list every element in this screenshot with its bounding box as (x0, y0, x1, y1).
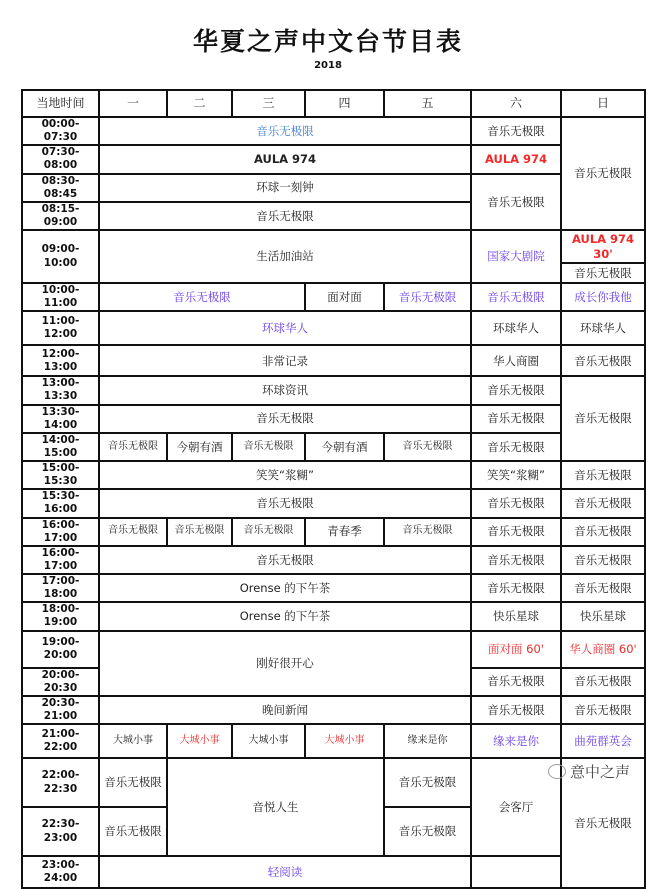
program-cell: AULA 974 (471, 145, 561, 173)
time-slot: 09:00-10:00 (22, 230, 99, 283)
time-slot: 15:00-15:30 (22, 461, 99, 489)
time-slot: 23:00-24:00 (22, 856, 99, 888)
time-slot: 21:00-22:00 (22, 724, 99, 758)
program-cell: 快乐星球 (471, 602, 561, 630)
header-time: 当地时间 (22, 90, 99, 117)
program-cell: 环球华人 (99, 311, 471, 345)
program-cell: 音乐无极限 (561, 574, 645, 602)
program-cell: 音乐无极限 (561, 518, 645, 546)
header-day: 四 (305, 90, 384, 117)
program-cell: 青春季 (305, 518, 384, 546)
program-cell: 音乐无极限 (232, 433, 305, 461)
program-cell: 面对面 60' (471, 631, 561, 668)
program-cell: 音乐无极限 (471, 174, 561, 231)
program-cell: 笑笑“浆糊” (99, 461, 471, 489)
program-cell: 华人商圈 60' (561, 631, 645, 668)
header-day: 五 (384, 90, 471, 117)
program-cell: 音乐无极限 (561, 461, 645, 489)
time-slot: 12:00-13:00 (22, 345, 99, 376)
program-cell: 音乐无极限 (471, 433, 561, 461)
program-cell: 快乐星球 (561, 602, 645, 630)
program-cell: 音乐无极限 (561, 668, 645, 696)
program-cell: 缘来是你 (471, 724, 561, 758)
header-row (22, 90, 645, 117)
table-row (22, 117, 645, 145)
time-slot: 16:00-17:00 (22, 518, 99, 546)
program-cell: 音乐无极限 (471, 518, 561, 546)
program-cell: 成长你我他 (561, 283, 645, 311)
time-slot: 22:00-22:30 (22, 758, 99, 807)
time-slot: 22:30-23:00 (22, 807, 99, 856)
time-slot: 14:00-15:00 (22, 433, 99, 461)
program-cell: 音乐无极限 (384, 283, 471, 311)
program-cell: 大城小事 (99, 724, 167, 758)
table-row (22, 518, 645, 546)
program-cell: 音乐无极限 (384, 518, 471, 546)
table-row (22, 489, 645, 517)
table-row (22, 856, 645, 888)
program-cell: 音乐无极限 (99, 518, 167, 546)
program-cell: 音乐无极限 (99, 405, 471, 433)
program-cell: Orense 的下午茶 (99, 602, 471, 630)
program-cell: 缘来是你 (384, 724, 471, 758)
program-cell: 音乐无极限 (99, 283, 305, 311)
table-row (22, 631, 645, 668)
program-cell: AULA 974 30' (561, 230, 645, 263)
time-slot: 20:30-21:00 (22, 696, 99, 724)
program-cell: Orense 的下午茶 (99, 574, 471, 602)
program-cell: 音乐无极限 (471, 668, 561, 696)
program-cell: 音乐无极限 (99, 433, 167, 461)
program-cell: 音乐无极限 (99, 546, 471, 574)
table-row (22, 174, 645, 202)
watermark-text: 意中之声 (570, 763, 631, 781)
time-slot: 16:00-17:00 (22, 546, 99, 574)
program-cell: 音乐无极限 (471, 117, 561, 145)
program-cell: 音乐无极限 (471, 546, 561, 574)
table-row (22, 461, 645, 489)
header-day: 二 (167, 90, 232, 117)
program-cell: 音乐无极限 (561, 263, 645, 283)
program-cell: 环球华人 (471, 311, 561, 345)
table-row (22, 546, 645, 574)
header-day: 日 (561, 90, 645, 117)
program-cell: 今朝有酒 (305, 433, 384, 461)
watermark (548, 761, 630, 782)
program-cell: 音乐无极限 (232, 518, 305, 546)
program-cell: 会客厅 (471, 758, 561, 856)
time-slot: 15:30-16:00 (22, 489, 99, 517)
program-cell: 非常记录 (99, 345, 471, 376)
table-row (22, 696, 645, 724)
table-row (22, 230, 645, 263)
time-slot: 17:00-18:00 (22, 574, 99, 602)
program-cell: 音乐无极限 (471, 376, 561, 404)
time-slot: 07:30-08:00 (22, 145, 99, 173)
time-slot: 00:00-07:30 (22, 117, 99, 145)
program-cell: 华人商圈 (471, 345, 561, 376)
program-cell: 音乐无极限 (99, 807, 167, 856)
program-cell: 音乐无极限 (471, 405, 561, 433)
header-day: 一 (99, 90, 167, 117)
program-cell: AULA 974 (99, 145, 471, 173)
program-cell: 大城小事 (232, 724, 305, 758)
header-day: 三 (232, 90, 305, 117)
table-row (22, 405, 645, 433)
program-cell: 音乐无极限 (561, 758, 645, 888)
table-row (22, 602, 645, 630)
program-cell: 笑笑“浆糊” (471, 461, 561, 489)
table-row (22, 145, 645, 173)
program-cell: 环球资讯 (99, 376, 471, 404)
program-cell: 刚好很开心 (99, 631, 471, 696)
time-slot: 08:30-08:45 (22, 174, 99, 202)
program-cell: 曲苑群英会 (561, 724, 645, 758)
program-cell: 晚间新闻 (99, 696, 471, 724)
header-day: 六 (471, 90, 561, 117)
year-label: 2018 (314, 60, 342, 71)
program-cell: 音乐无极限 (471, 489, 561, 517)
time-slot: 08:15-09:00 (22, 202, 99, 230)
program-cell: 音乐无极限 (167, 518, 232, 546)
table-row (22, 724, 645, 758)
program-cell: 音乐无极限 (384, 433, 471, 461)
program-cell: 音乐无极限 (99, 117, 471, 145)
table-row (22, 345, 645, 376)
wechat-icon (548, 764, 566, 779)
program-cell: 音乐无极限 (99, 202, 471, 230)
program-cell: 音乐无极限 (99, 758, 167, 807)
table-row (22, 283, 645, 311)
time-slot: 13:30-14:00 (22, 405, 99, 433)
time-slot: 10:00-11:00 (22, 283, 99, 311)
program-cell: 大城小事 (167, 724, 232, 758)
time-slot: 19:00-20:00 (22, 631, 99, 668)
program-cell: 音乐无极限 (561, 489, 645, 517)
time-slot: 13:00-13:30 (22, 376, 99, 404)
program-cell: 音乐无极限 (561, 696, 645, 724)
program-cell: 生活加油站 (99, 230, 471, 283)
program-cell: 音乐无极限 (471, 696, 561, 724)
program-cell: 轻阅读 (99, 856, 471, 888)
program-cell: 音乐无极限 (471, 283, 561, 311)
program-cell: 音乐无极限 (471, 574, 561, 602)
time-slot: 18:00-19:00 (22, 602, 99, 630)
program-cell: 音乐无极限 (99, 489, 471, 517)
program-cell: 国家大剧院 (471, 230, 561, 283)
program-cell: 面对面 (305, 283, 384, 311)
table-row (22, 433, 645, 461)
program-cell: 大城小事 (305, 724, 384, 758)
table-row (22, 311, 645, 345)
program-cell: 音乐无极限 (561, 546, 645, 574)
program-cell (471, 856, 561, 888)
program-cell: 环球华人 (561, 311, 645, 345)
program-cell: 音悦人生 (167, 758, 384, 856)
program-cell: 音乐无极限 (561, 345, 645, 376)
program-cell: 音乐无极限 (384, 807, 471, 856)
table-row (22, 376, 645, 404)
program-cell: 环球一刻钟 (99, 174, 471, 202)
program-cell: 音乐无极限 (561, 117, 645, 230)
program-cell: 音乐无极限 (561, 376, 645, 461)
table-row (22, 574, 645, 602)
time-slot: 20:00-20:30 (22, 668, 99, 696)
time-slot: 11:00-12:00 (22, 311, 99, 345)
program-cell: 今朝有酒 (167, 433, 232, 461)
page-title: 华夏之声中文台节目表 (192, 27, 463, 56)
program-cell: 音乐无极限 (384, 758, 471, 807)
